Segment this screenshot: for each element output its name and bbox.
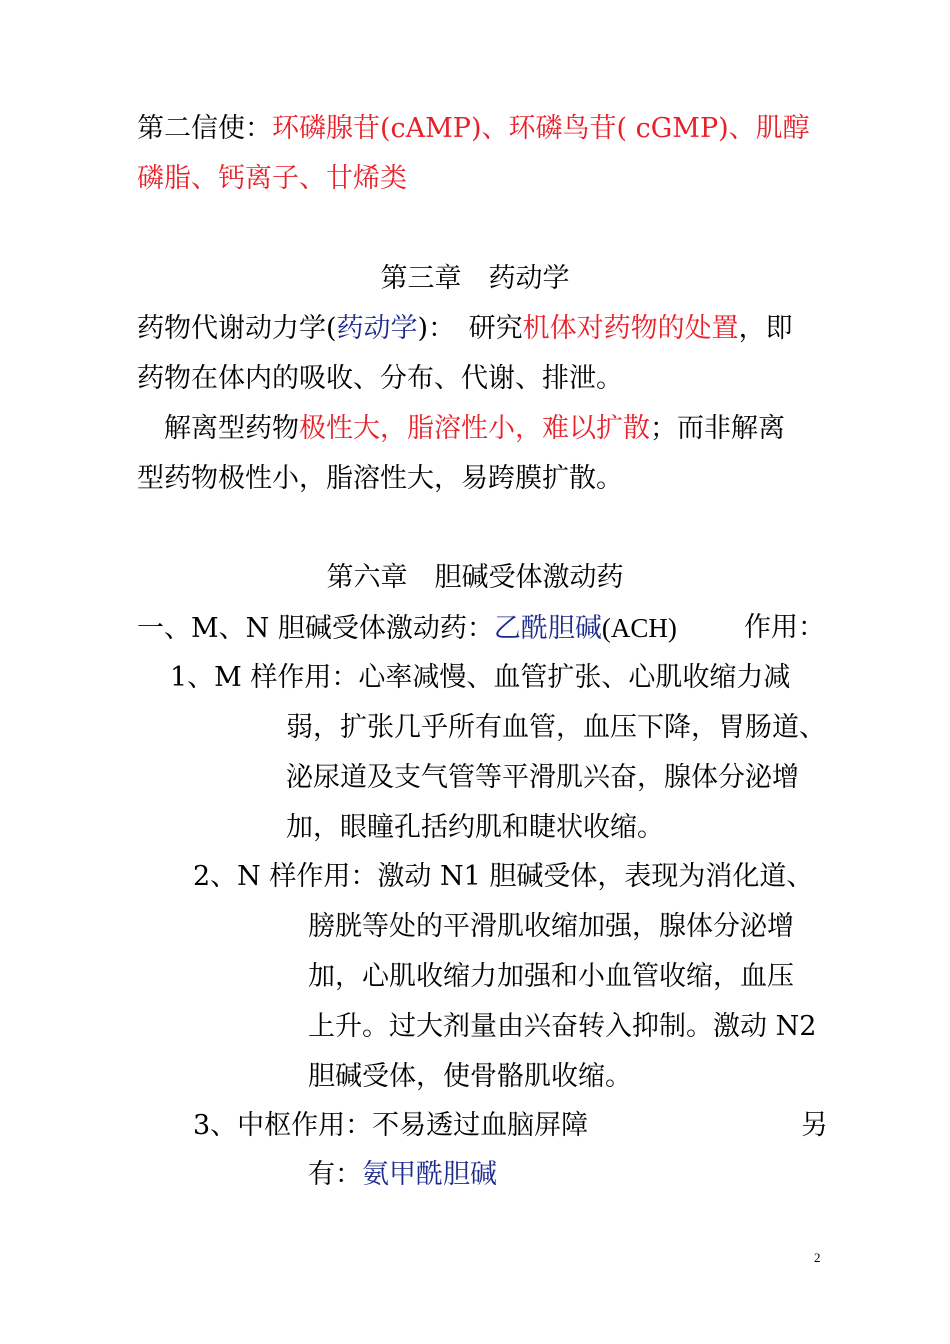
def-text-a: 药物代谢动力学(: [137, 313, 337, 344]
ionization-line-cont: 型药物极性小，脂溶性大，易跨膜扩散。: [137, 463, 623, 494]
item1-drug-blue: 乙酰胆碱: [493, 613, 602, 644]
chapter3-title: 第三章 药动学: [380, 263, 570, 294]
ion-text-b: ；而非解离: [650, 413, 785, 444]
n-effect-line: 2、N 样作用：激动 N1 胆碱受体，表现为消化道、: [193, 861, 814, 892]
n-effect-line: 加，心肌收缩力加强和小血管收缩，血压: [308, 961, 794, 992]
item1-abbrev: (ACH): [601, 613, 677, 643]
second-messenger-list-cont: 磷脂、钙离子、廿烯类: [137, 163, 407, 194]
def-term-blue: 药动学: [336, 313, 418, 344]
chapter6-title: 第六章 胆碱受体激动药: [326, 562, 624, 593]
ion-text-a: 解离型药物: [164, 413, 299, 444]
m-effect-line: 加，眼瞳孔括约肌和睫状收缩。: [286, 812, 664, 843]
def-text-c: ，即: [738, 313, 793, 344]
cns-text-c: 有：: [308, 1159, 362, 1190]
cns-effect-trailing: 另: [801, 1110, 828, 1141]
cns-effect-cont: [308, 1158, 497, 1192]
page-number: 2: [814, 1250, 821, 1265]
m-effect-line: 弱，扩张几乎所有血管，血压下降，胃肠道、: [286, 712, 826, 743]
second-messenger-line: [137, 112, 810, 146]
second-messenger-label: 第二信使：: [137, 113, 272, 144]
m-effect-line: 泌尿道及支气管等平滑肌兴奋，腺体分泌增: [286, 762, 799, 793]
n-effect-line: 上升。过大剂量由兴奋转入抑制。激动 N2: [308, 1011, 817, 1042]
second-messenger-list: 环磷腺苷(cAMP)、环磷鸟苷( cGMP)、肌醇: [272, 113, 810, 144]
n-effect-line: 膀胱等处的平滑肌收缩加强，腺体分泌增: [308, 911, 794, 942]
def-text-b: )： 研究: [417, 313, 523, 344]
ionization-line: [164, 412, 785, 446]
n-effect-line: 胆碱受体，使骨骼肌收缩。: [308, 1061, 632, 1092]
pharmacokinetics-definition: [137, 312, 793, 346]
pharmacokinetics-definition-cont: 药物在体内的吸收、分布、代谢、排泄。: [137, 363, 623, 394]
cns-drug-blue: 氨甲酰胆碱: [362, 1159, 497, 1190]
ion-text-red: 极性大，脂溶性小，难以扩散: [299, 413, 650, 444]
m-effect-line: 1、M 样作用：心率减慢、血管扩张、心肌收缩力减: [170, 662, 791, 693]
item1-heading: [137, 611, 677, 646]
def-term-red: 机体对药物的处置: [522, 313, 739, 344]
cns-effect-line: 3、中枢作用：不易透过血脑屏障: [193, 1110, 589, 1141]
item1-text-a: 一、M、N 胆碱受体激动药：: [137, 613, 494, 644]
item1-effect-label: 作用：: [744, 612, 825, 643]
